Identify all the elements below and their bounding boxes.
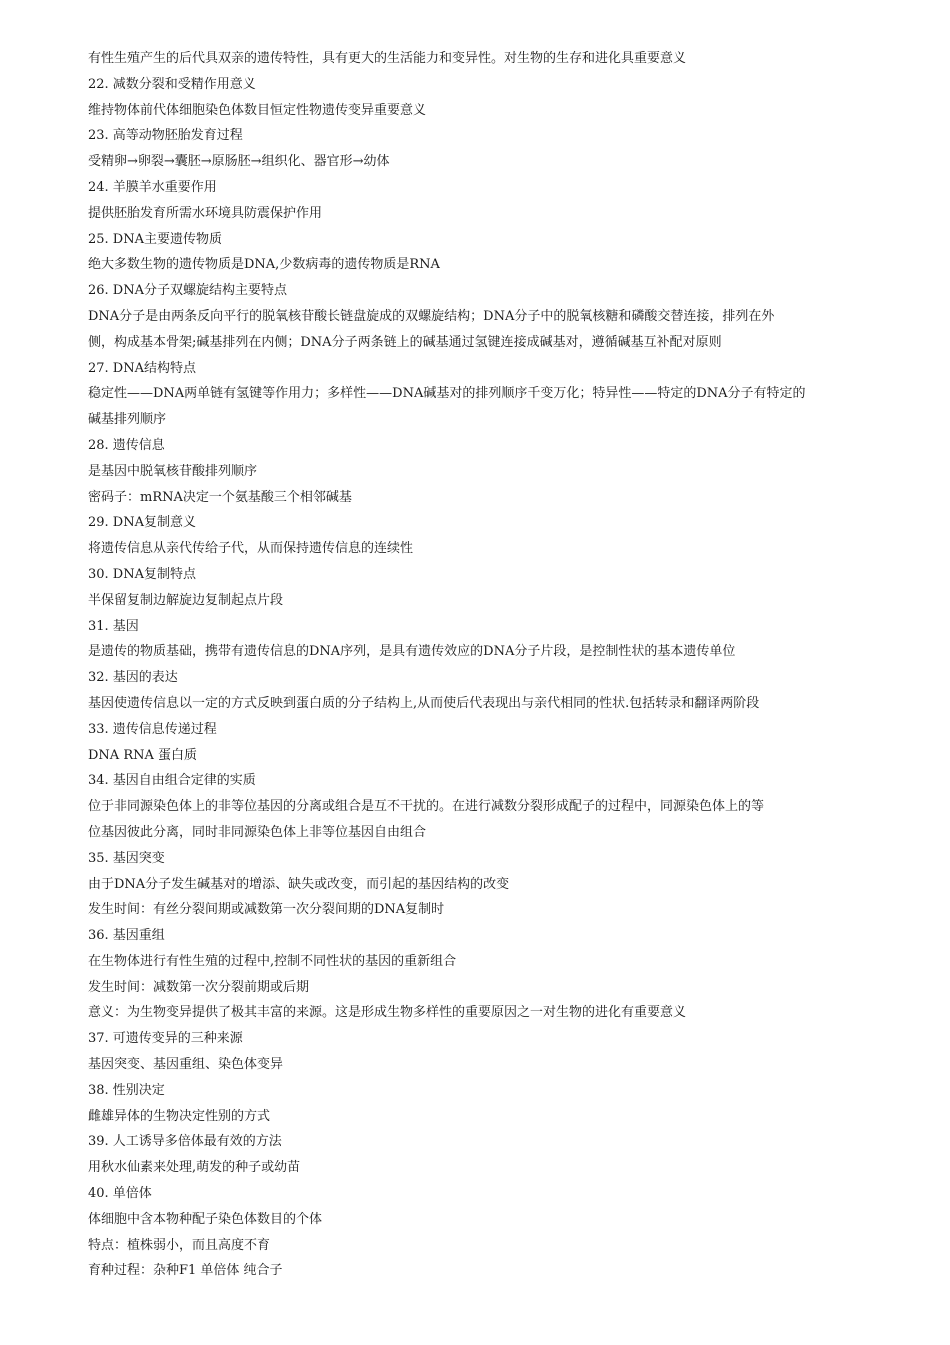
text-line: 由于DNA分子发生碱基对的增添、缺失或改变，而引起的基因结构的改变 [88,876,510,892]
text-line: 位基因彼此分离，同时非同源染色体上非等位基因自由组合 [88,824,427,840]
text-line: DNA RNA 蛋白质 [88,747,198,763]
text-line: 密码子：mRNA决定一个氨基酸三个相邻碱基 [88,489,352,505]
text-line: 体细胞中含本物种配子染色体数目的个体 [88,1211,323,1227]
section-heading-34: 34. 基因自由组合定律的实质 [88,773,256,789]
text-line: 维持物体前代体细胞染色体数目恒定性物遗传变异重要意义 [88,102,427,118]
text-line: 用秋水仙素来处理,萌发的种子或幼苗 [88,1160,301,1176]
section-heading-40: 40. 单倍体 [88,1186,152,1202]
text-line: 特点：植株弱小，而且高度不育 [88,1237,271,1253]
text-line: 绝大多数生物的遗传物质是DNA,少数病毒的遗传物质是RNA [88,257,440,273]
text-line: 碱基排列顺序 [88,412,167,428]
text-line: 半保留复制边解旋边复制起点片段 [88,592,284,608]
section-heading-38: 38. 性别决定 [88,1082,165,1098]
text-line: 是基因中脱氧核苷酸排列顺序 [88,463,258,479]
text-line: 发生时间：减数第一次分裂前期或后期 [88,979,310,995]
section-heading-29: 29. DNA复制意义 [88,515,196,531]
section-heading-31: 31. 基因 [88,618,139,634]
text-line: 是遗传的物质基础，携带有遗传信息的DNA序列，是具有遗传效应的DNA分子片段，是控制性状的基本遗传单位 [88,644,736,660]
text-line: 在生物体进行有性生殖的过程中,控制不同性状的基因的重新组合 [88,953,457,969]
section-heading-24: 24. 羊膜羊水重要作用 [88,179,217,195]
text-line: 稳定性——DNA两单链有氢键等作用力；多样性——DNA碱基对的排列顺序千变万化；特异性——特定的DNA分子有特定的 [88,386,806,402]
text-line: 侧，构成基本骨架;碱基排列在内侧；DNA分子两条链上的碱基通过氢键连接成碱基对，遵循碱基互补配对原则 [88,334,722,350]
section-heading-36: 36. 基因重组 [88,928,165,944]
section-heading-35: 35. 基因突变 [88,850,165,866]
text-line: 意义：为生物变异提供了极其丰富的来源。这是形成生物多样性的重要原因之一对生物的进化有重要意义 [88,1005,687,1021]
section-heading-27: 27. DNA结构特点 [88,360,196,376]
text-line: 发生时间：有丝分裂间期或减数第一次分裂间期的DNA复制时 [88,902,445,918]
text-line: 基因突变、基因重组、染色体变异 [88,1057,284,1073]
text-line: 提供胚胎发育所需水环境具防震保护作用 [88,205,323,221]
text-line: 位于非同源染色体上的非等位基因的分离或组合是互不干扰的。在进行减数分裂形成配子的过程中，同源染色体上的等 [88,799,765,815]
text-line: 有性生殖产生的后代具双亲的遗传特性，具有更大的生活能力和变异性。对生物的生存和进化具重要意义 [88,51,687,66]
text-line: 将遗传信息从亲代传给子代，从而保持遗传信息的连续性 [88,541,414,557]
section-heading-30: 30. DNA复制特点 [88,566,196,582]
section-heading-37: 37. 可遗传变异的三种来源 [88,1031,243,1047]
text-line: 受精卵→卵裂→囊胚→原肠胚→组织化、器官形→幼体 [88,154,390,170]
section-heading-22: 22. 减数分裂和受精作用意义 [88,76,256,92]
document-body [88,46,868,1284]
section-heading-26: 26. DNA分子双螺旋结构主要特点 [88,283,287,299]
section-heading-25: 25. DNA主要遗传物质 [88,231,222,247]
section-heading-32: 32. 基因的表达 [88,670,178,686]
text-line: 育种过程：杂种F1 单倍体 纯合子 [88,1263,283,1279]
section-heading-23: 23. 高等动物胚胎发育过程 [88,128,243,144]
section-heading-39: 39. 人工诱导多倍体最有效的方法 [88,1134,282,1150]
text-line: DNA分子是由两条反向平行的脱氧核苷酸长链盘旋成的双螺旋结构；DNA分子中的脱氧核糖和磷酸交替连接，排列在外 [88,308,775,324]
text-line: 雌雄异体的生物决定性别的方式 [88,1108,271,1124]
section-heading-33: 33. 遗传信息传递过程 [88,721,217,737]
text-line: 基因使遗传信息以一定的方式反映到蛋白质的分子结构上,从而使后代表现出与亲代相同的性状.包括转录和翻译两阶段 [88,695,760,711]
section-heading-28: 28. 遗传信息 [88,437,165,453]
